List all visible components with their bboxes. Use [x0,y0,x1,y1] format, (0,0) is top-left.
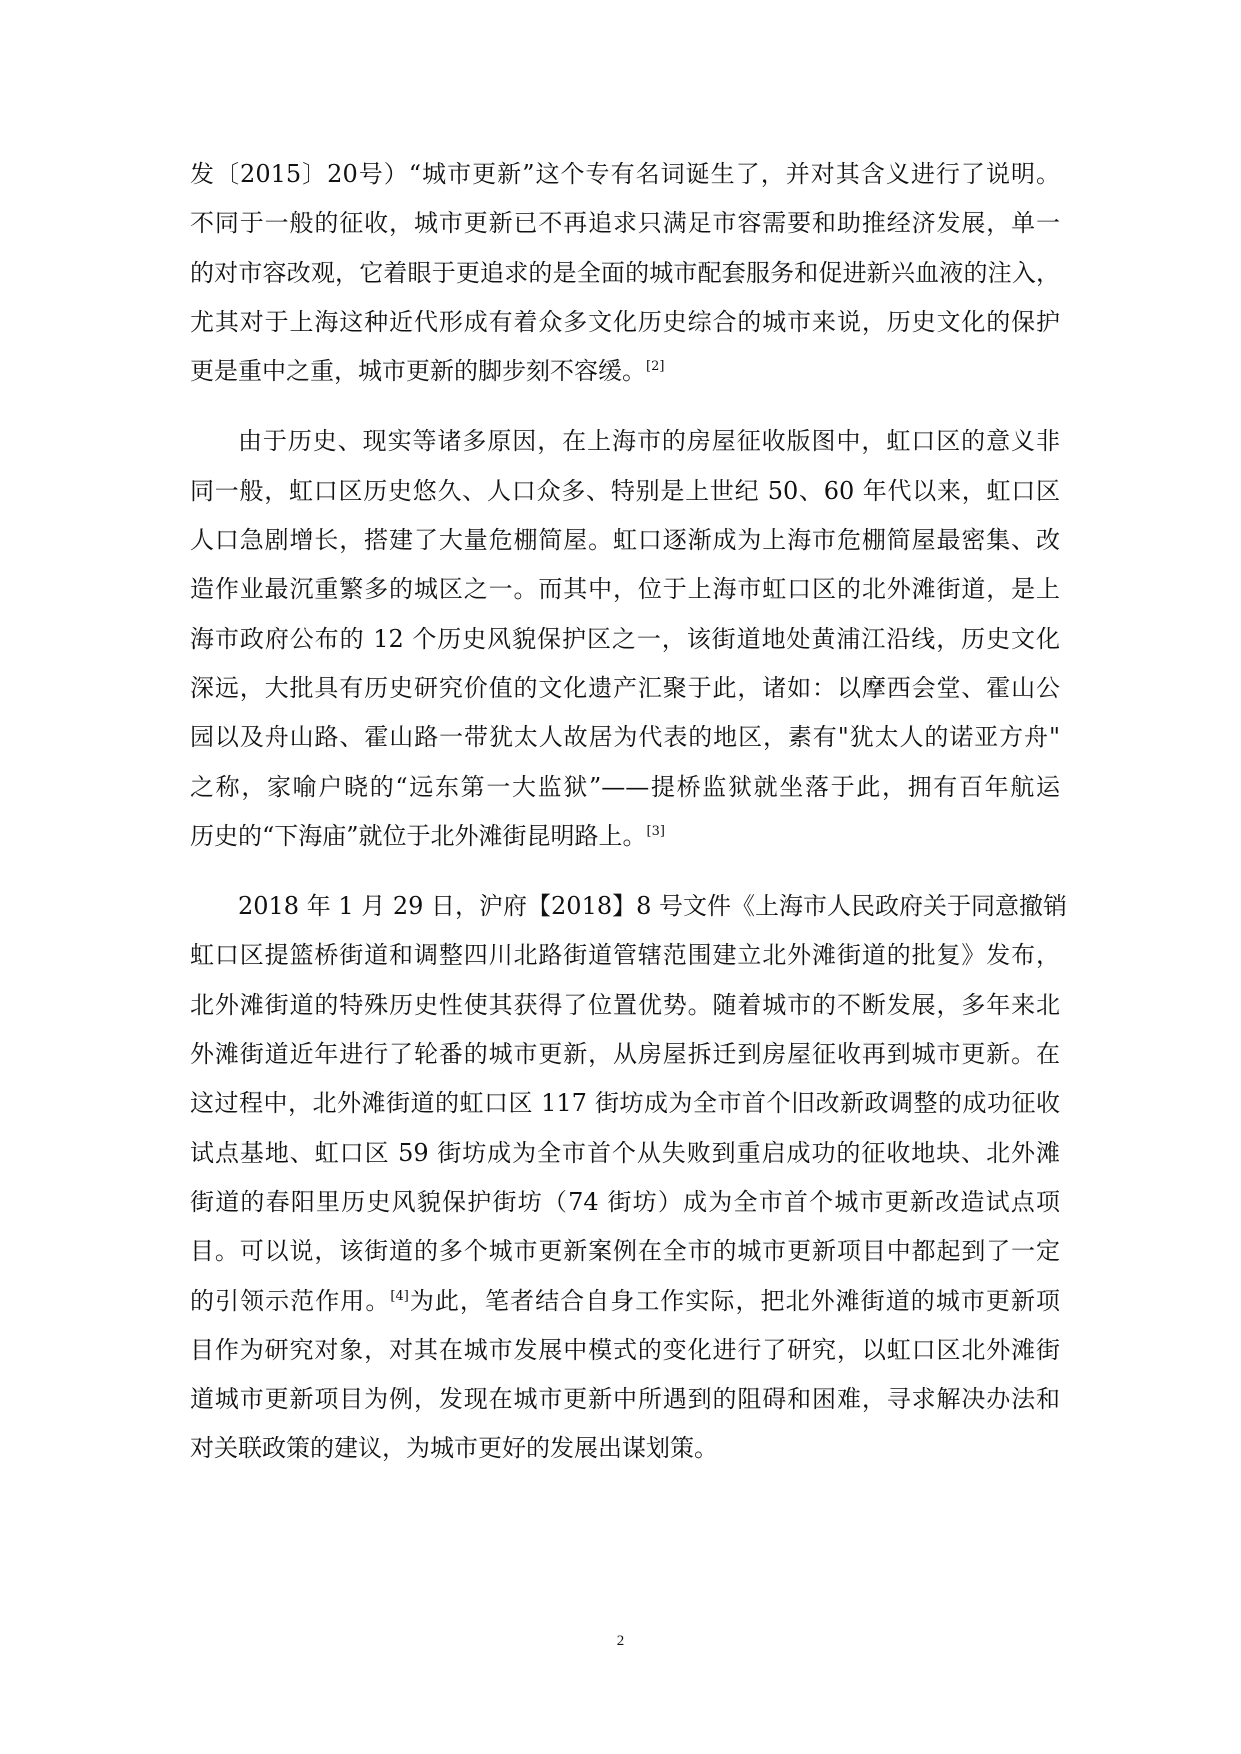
text-line: 由于历史、现实等诸多原因，在上海市的房屋征收版图中，虹口区的意义非 [238,427,1060,456]
paragraph-2 [190,417,1060,861]
text-line: 的对市容改观，它着眼于更追求的是全面的城市配套服务和促进新兴血液的注入， [190,258,1060,287]
citation-ref: [3] [646,823,665,839]
text-line: 造作业最沉重繁多的城区之一。而其中，位于上海市虹口区的北外滩街道，是上 [190,575,1060,604]
text-line: 深远，大批具有历史研究价值的文化遗产汇聚于此，诸如：以摩西会堂、霍山公 [190,673,1060,702]
text-line: 海市政府公布的 12 个历史风貌保护区之一，该街道地处黄浦江沿线，历史文化 [190,624,1060,653]
text-line: 2018 年 1 月 29 日，沪府【2018】8 号文件《上海市人民政府关于同意撤销 [238,892,1068,921]
text-run: 更是重中之重，城市更新的脚步刻不容缓。 [190,357,646,386]
text-line: 试点基地、虹口区 59 街坊成为全市首个从失败到重启成功的征收地块、北外滩 [190,1138,1060,1167]
citation-ref: [2] [646,359,665,375]
citation-ref: [4] [390,1288,409,1304]
text-line: 街道的春阳里历史风貌保护街坊（74 街坊）成为全市首个城市更新改造试点项 [190,1187,1060,1216]
text-line [190,1277,1060,1326]
text-line: 尤其对于上海这种近代形成有着众多文化历史综合的城市来说，历史文化的保护 [190,307,1060,336]
text-line: 不同于一般的征收，城市更新已不再追求只满足市容需要和助推经济发展，单一 [190,209,1060,238]
text-line: 同一般，虹口区历史悠久、人口众多、特别是上世纪 50、60 年代以来，虹口区 [190,476,1060,505]
text-line: 道城市更新项目为例，发现在城市更新中所遇到的阻碍和困难，寻求解决办法和 [190,1385,1060,1414]
text-run: 的引领示范作用。 [190,1286,391,1315]
document-body [190,150,1068,1495]
text-line: 目作为研究对象，对其在城市发展中模式的变化进行了研究，以虹口区北外滩街 [190,1335,1060,1364]
page-number: 2 [616,1633,625,1649]
text-line: 虹口区提篮桥街道和调整四川北路街道管辖范围建立北外滩街道的批复》发布， [190,941,1060,970]
text-line: 目。可以说，该街道的多个城市更新案例在全市的城市更新项目中都起到了一定 [190,1237,1060,1266]
paragraph-3 [190,882,1068,1474]
paragraph-1 [190,150,1060,396]
text-run: 历史的“下海庙”就位于北外滩街昆明路上。 [190,821,647,850]
text-line [190,812,1060,861]
text-line: 外滩街道近年进行了轮番的城市更新，从房屋拆迁到房屋征收再到城市更新。在 [190,1040,1060,1069]
text-run: 为此，笔者结合自身工作实际，把北外滩街道的城市更新项 [408,1286,1061,1315]
text-line [190,347,1060,396]
text-line: 之称，家喻户晓的“远东第一大监狱”——提桥监狱就坐落于此，拥有百年航运 [190,772,1060,801]
text-line: 对关联政策的建议，为城市更好的发展出谋划策。 [190,1434,718,1463]
text-line: 这过程中，北外滩街道的虹口区 117 街坊成为全市首个旧改新政调整的成功征收 [190,1089,1060,1118]
text-line: 发〔2015〕20号）“城市更新”这个专有名词诞生了，并对其含义进行了说明。 [190,160,1060,188]
text-line: 人口急剧增长，搭建了大量危棚简屋。虹口逐渐成为上海市危棚简屋最密集、改 [190,526,1060,555]
text-line: 园以及舟山路、霍山路一带犹太人故居为代表的地区，素有"犹太人的诺亚方舟" [190,723,1060,752]
text-line: 北外滩街道的特殊历史性使其获得了位置优势。随着城市的不断发展，多年来北 [190,990,1060,1019]
